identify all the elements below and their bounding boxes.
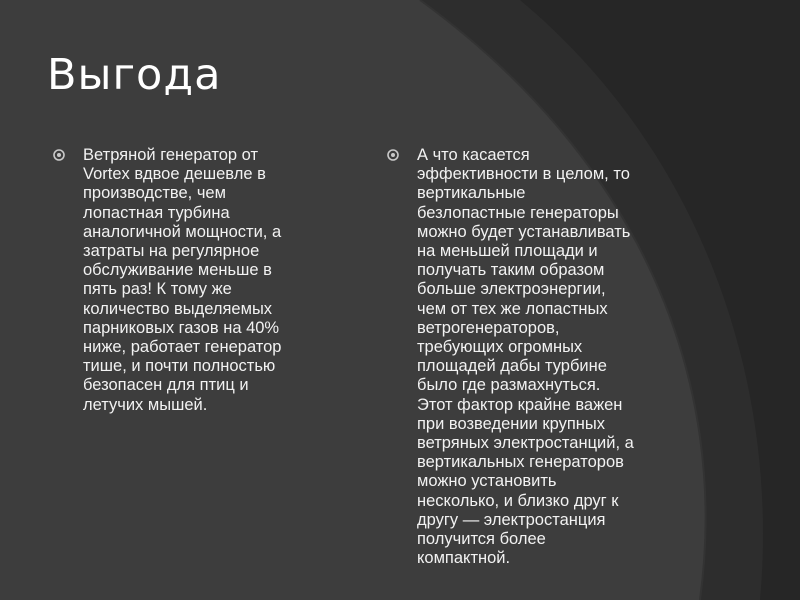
text-line: А что касается <box>417 146 530 164</box>
text-line: чем от тех же лопастных <box>417 299 608 318</box>
text-line: эффективности в целом, то <box>417 165 630 184</box>
text-line: ветрогенераторов, <box>417 318 560 337</box>
text-line: другу — электростанция <box>417 510 606 529</box>
text-line: производстве, чем <box>83 184 226 203</box>
text-line: Этот фактор крайне важен <box>417 395 623 414</box>
text-line: требующих огромных <box>417 338 583 357</box>
ring-bullet-icon <box>52 148 66 162</box>
text-line: безопасен для птиц и <box>83 376 249 395</box>
text-line: на меньшей площади и <box>417 242 598 261</box>
text-line: можно установить <box>417 472 557 491</box>
text-line: тише, и почти полностью <box>83 357 276 376</box>
text-line: при возведении крупных <box>417 414 605 433</box>
text-line: лопастная турбина <box>83 203 230 222</box>
text-line: вертикальные <box>417 184 526 203</box>
text-line: обслуживание меньше в <box>83 261 272 280</box>
text-line: получится более <box>417 530 546 549</box>
text-line: площадей дабы турбине <box>417 357 607 376</box>
text-line: несколько, и близко друг к <box>417 491 619 510</box>
slide-title: Выгода <box>47 50 222 100</box>
text-line: можно будет устанавливать <box>417 222 631 241</box>
text-line: получать таким образом <box>417 261 605 280</box>
text-line: Ветряной генератор от <box>83 146 258 164</box>
text-line: было где размахнуться. <box>417 376 601 395</box>
right-column-text <box>417 146 634 568</box>
ring-bullet-icon <box>386 148 400 162</box>
text-line: больше электроэнергии, <box>417 280 606 299</box>
text-line: Vortex вдвое дешевле в <box>83 165 266 184</box>
text-line: ветряных электростанций, а <box>417 434 634 453</box>
text-line: безлопастные генераторы <box>417 203 619 222</box>
text-line: аналогичной мощности, а <box>83 222 282 241</box>
text-line: парниковых газов на 40% <box>83 318 280 337</box>
text-line: количество выделяемых <box>83 299 273 318</box>
text-line: вертикальных генераторов <box>417 453 624 472</box>
text-line: пять раз! К тому же <box>83 280 232 299</box>
text-line: затраты на регулярное <box>83 242 260 261</box>
text-line: летучих мышей. <box>83 395 208 414</box>
text-line: ниже, работает генератор <box>83 338 282 357</box>
text-line: компактной. <box>417 549 511 568</box>
left-column-text <box>83 146 281 415</box>
